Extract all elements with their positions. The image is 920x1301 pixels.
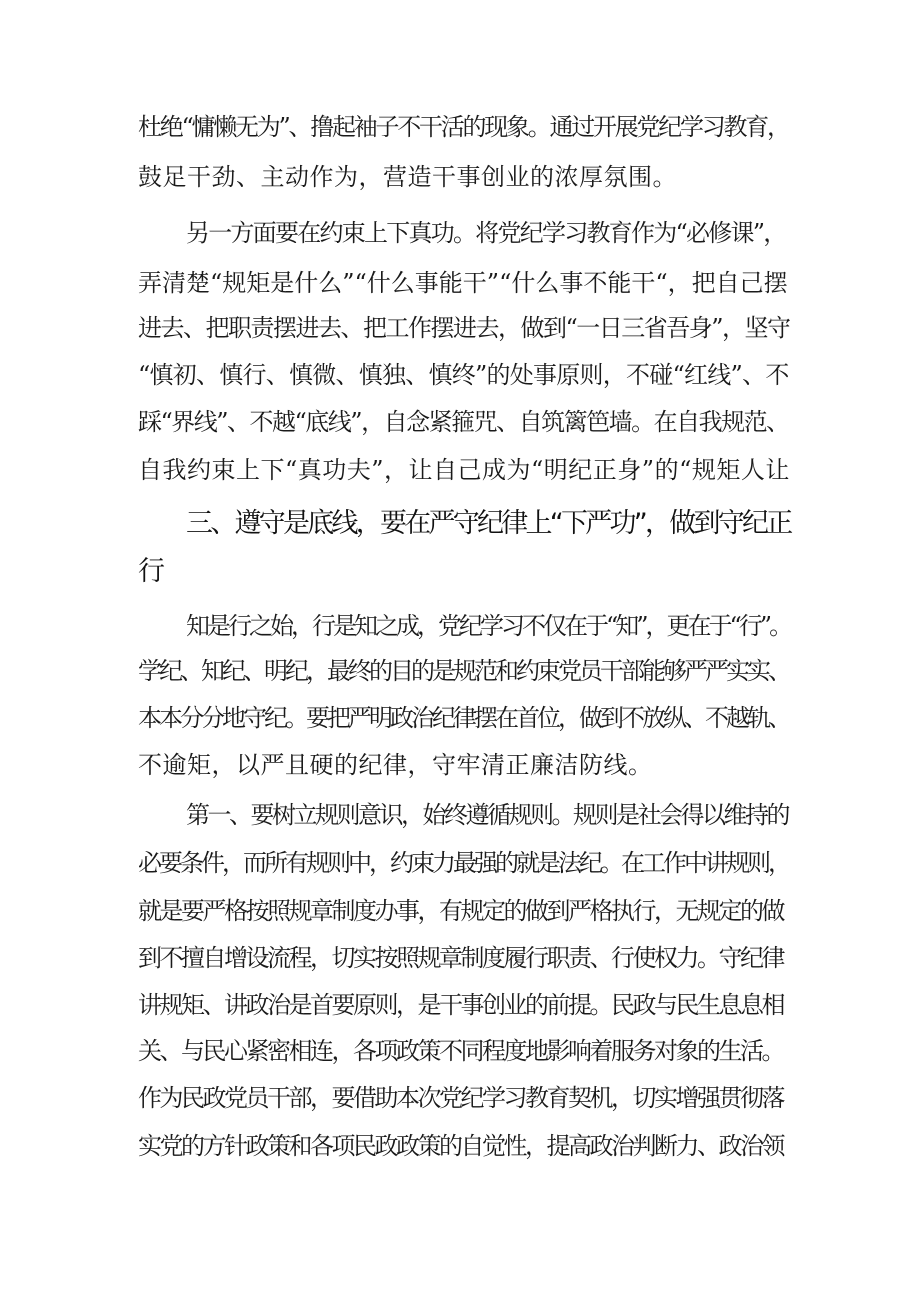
paragraph-1-line-2: 鼓足干劲、主动作为，营造干事创业的浓厚氛围。 <box>138 163 677 191</box>
paragraph-4-line-4: 到不擅自增设流程，切实按照规章制度履行职责、行使权力。守纪律 <box>138 944 783 972</box>
paragraph-2-line-3: 进去、把职责摆进去、把工作摆进去，做到“一日三省吾身”，坚守 <box>138 314 790 342</box>
section-heading-line-2: 行 <box>138 556 165 587</box>
paragraph-3-line-1: 知是行之始，行是知之成，党纪学习不仅在于“知”，更在于“行”。 <box>186 612 791 640</box>
section-heading-line-1: 三、遵守是底线，要在严守纪律上“下严功”，做到守纪正 <box>186 508 791 539</box>
paragraph-4-line-1: 第一、要树立规则意识，始终遵循规则。规则是社会得以维持的 <box>186 801 788 829</box>
paragraph-3-line-3: 本本分分地守纪。要把严明政治纪律摆在首位，做到不放纵、不越轨、 <box>138 704 789 732</box>
paragraph-2-line-1: 另一方面要在约束上下真功。将党纪学习教育作为“必修课”， <box>186 219 786 247</box>
paragraph-4-line-6: 关、与民心紧密相连，各项政策不同程度地影响着服务对象的生活。 <box>138 1037 783 1065</box>
paragraph-2-line-6: 自我约束上下“真功夫”，让自己成为“明纪正身”的“规矩人让 <box>138 456 790 484</box>
paragraph-4-line-2: 必要条件，而所有规则中，约束力最强的就是法纪。在工作中讲规则， <box>138 849 789 877</box>
paragraph-3-line-2: 学纪、知纪、明纪，最终的目的是规范和约束党员干部能够严严实实、 <box>138 657 789 685</box>
paragraph-3-line-4: 不逾矩，以严且硬的纪律，守牢清正廉洁防线。 <box>138 751 653 779</box>
paragraph-1-line-1: 杜绝“慵懒无为”、撸起袖子不干活的现象。通过开展党纪学习教育， <box>138 113 789 141</box>
paragraph-4-line-8: 实党的方针政策和各项民政政策的自觉性，提高政治判断力、政治领 <box>138 1132 783 1160</box>
paragraph-4-line-5: 讲规矩、讲政治是首要原则，是干事创业的前提。民政与民生息息相 <box>138 991 783 1019</box>
paragraph-4-line-7: 作为民政党员干部，要借助本次党纪学习教育契机，切实增强贯彻落 <box>138 1084 783 1112</box>
paragraph-4-line-3: 就是要严格按照规章制度办事，有规定的做到严格执行，无规定的做 <box>138 897 783 925</box>
paragraph-2-line-5: 踩“界线”、不越“底线”，自念紧箍咒、自筑篱笆墙。在自我规范、 <box>138 408 789 436</box>
paragraph-2-line-4: “慎初、慎行、慎微、慎独、慎终”的处事原则，不碰“红线”、不 <box>138 361 789 389</box>
paragraph-2-line-2: 弄清楚“规矩是什么”“什么事能干”“什么事不能干“，把自己摆 <box>138 269 788 297</box>
